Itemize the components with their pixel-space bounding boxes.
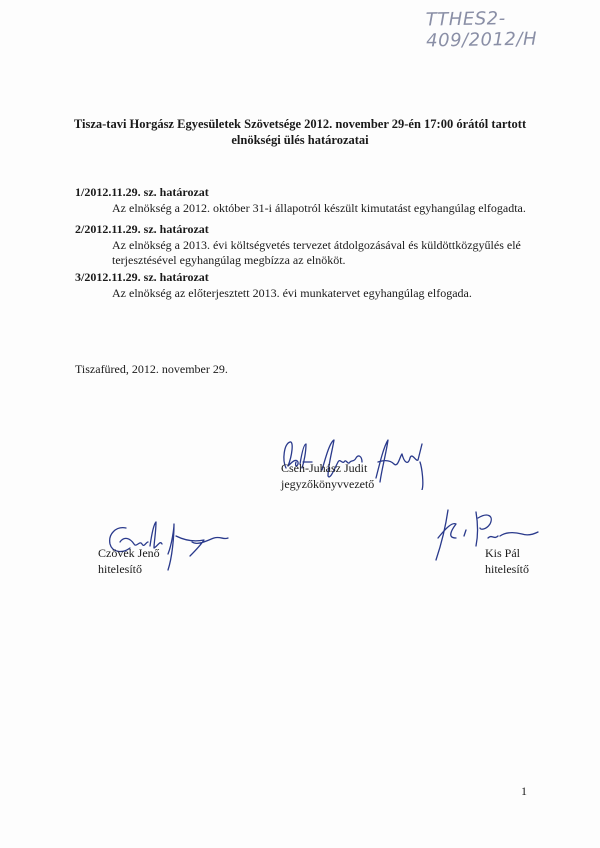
secretary-role: jegyzőkönyvvezető	[281, 477, 375, 491]
secretary-signature-block	[281, 460, 374, 492]
resolution-1	[75, 185, 555, 216]
resolution-3	[75, 270, 555, 301]
document-title: Tisza-tavi Horgász Egyesületek Szövetsége 2012. november 29-én 17:00 órától tartott elnökségi ülés határozatai	[73, 117, 527, 147]
resolution-text: Az elnökség az előterjesztett 2013. évi munkatervet egyhangúlag elfogada.	[112, 285, 472, 300]
page-number: 1	[521, 784, 527, 798]
resolution-text: Az elnökség a 2012. október 31-i állapotról készült kimutatást egyhangúlag elfogadta.	[112, 200, 526, 215]
resolution-heading: 2/2012.11.29. sz. határozat	[75, 222, 209, 236]
place-and-date: Tiszafüred, 2012. november 29.	[75, 362, 228, 376]
witness-left-signature-block	[98, 545, 160, 577]
resolution-heading: 3/2012.11.29. sz. határozat	[75, 270, 209, 284]
witness-left-role: hitelesítő	[98, 562, 142, 576]
witness-right-role: hitelesítő	[485, 562, 529, 576]
resolution-2	[75, 222, 555, 269]
witness-right-signature-block	[485, 545, 529, 577]
witness-right-name: Kis Pál	[485, 546, 521, 560]
resolution-heading: 1/2012.11.29. sz. határozat	[75, 185, 209, 199]
registration-stamp: TTHES2-409/2012/H	[425, 8, 538, 52]
resolution-text: Az elnökség a 2013. évi költségvetés tervezet átdolgozásával és küldöttközgyűlés elé terjesztésével egyhangúlag megbízza az elnököt.	[112, 237, 521, 267]
secretary-name: Cseh-Juhász Judit	[281, 461, 368, 475]
witness-left-name: Czövek Jenő	[98, 546, 160, 560]
